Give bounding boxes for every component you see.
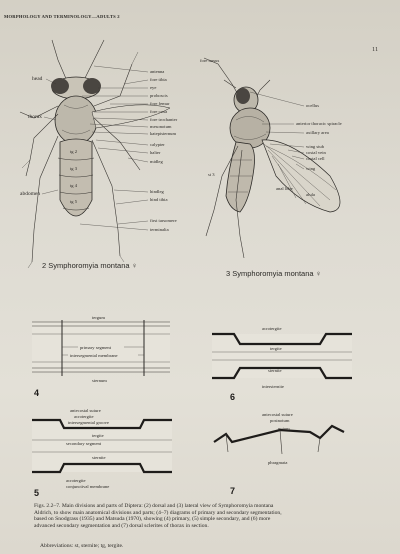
abbreviations: Abbreviations: st, sternite; tg, tergite. (40, 543, 124, 549)
svg-text:sternite: sternite (92, 455, 106, 460)
svg-text:midleg: midleg (150, 159, 163, 164)
svg-text:tergum: tergum (92, 315, 105, 320)
svg-text:sternite: sternite (268, 368, 282, 373)
svg-text:phragmata: phragmata (268, 460, 288, 465)
svg-text:katepisternum: katepisternum (150, 131, 177, 136)
svg-text:wing stub: wing stub (306, 144, 324, 149)
fig3-caption: 3 Symphoromyia montana ♀ (226, 269, 322, 278)
tg2-label: tg 2 (70, 149, 78, 154)
svg-text:hind tibia: hind tibia (150, 197, 168, 202)
fig6-advanced-secondary-segmentation (212, 326, 352, 402)
fig2-fly-dorsal (20, 40, 178, 270)
svg-text:acrotergite: acrotergite (262, 326, 282, 331)
st3-label: st 3 (208, 172, 215, 177)
svg-text:ocellus: ocellus (306, 103, 320, 108)
tg3-label: tg 3 (70, 166, 78, 171)
svg-text:eye: eye (150, 85, 157, 90)
svg-text:intersegmental membrane: intersegmental membrane (70, 353, 118, 358)
tg4-label: tg 4 (70, 183, 78, 188)
svg-text:intersternite: intersternite (262, 384, 284, 389)
fig2-caption: 2 Symphoromyia montana ♀ (42, 261, 138, 270)
svg-text:tergite: tergite (270, 346, 282, 351)
head-label: head (32, 76, 43, 82)
fig3-fly-lateral (200, 58, 342, 278)
svg-text:acrotergite: acrotergite (74, 414, 94, 419)
svg-text:axillary area: axillary area (306, 130, 329, 135)
svg-text:antecostal suture: antecostal suture (70, 408, 101, 413)
svg-text:antenna: antenna (150, 69, 165, 74)
fig4-primary-segmentation (32, 315, 170, 398)
svg-text:fore femur: fore femur (150, 101, 170, 106)
svg-text:terminalia: terminalia (150, 227, 169, 232)
fig5-simple-secondary-segmentation (32, 408, 172, 498)
svg-text:calypter: calypter (150, 142, 165, 147)
abdomen-label: abdomen (20, 191, 41, 197)
svg-text:fore trochanter: fore trochanter (150, 117, 178, 122)
svg-text:wing: wing (306, 166, 316, 171)
svg-text:fore tibia: fore tibia (150, 77, 167, 82)
svg-text:hindleg: hindleg (150, 189, 164, 194)
svg-text:primary segment: primary segment (80, 345, 111, 350)
svg-text:anterior thoracic spiracle: anterior thoracic spiracle (296, 121, 342, 126)
svg-text:notum: notum (278, 426, 290, 431)
svg-text:first tarsomere: first tarsomere (150, 218, 177, 223)
svg-text:antecostal suture: antecostal suture (262, 412, 293, 417)
fig6-number: 6 (230, 392, 236, 402)
anal-lobe-label: anal lobe (276, 186, 293, 191)
svg-text:mesonotum: mesonotum (150, 124, 172, 129)
svg-text:costal vein: costal vein (306, 150, 326, 155)
svg-text:costal cell: costal cell (306, 156, 325, 161)
svg-text:postnotum: postnotum (270, 418, 290, 423)
svg-text:intersegmental groove: intersegmental groove (68, 420, 109, 425)
figure-caption: Figs. 2.2–7. Main divisions and parts of Diptera: (2) dorsal and (3) lateral view of Symphoromyia montana Aldrich, to show main anatomical divisions and parts; (4–7) diagrams of primary and secondary segmentation, based on Snodgrass (1935) and Matsuda (1970), showing (4) primary, (5) simple secondary, and (6) more advanced secondary segmentation and (7) dorsal sclerites of thorax in section. (34, 503, 282, 529)
svg-text:sternum: sternum (92, 378, 107, 383)
running-head: MORPHOLOGY AND TERMINOLOGY—ADULTS 2 (4, 14, 120, 19)
svg-text:halter: halter (150, 150, 161, 155)
svg-text:conjunctival membrane: conjunctival membrane (66, 484, 110, 489)
svg-text:proboscis: proboscis (150, 93, 168, 98)
svg-text:acrotergite: acrotergite (66, 478, 86, 483)
fore-tarsus-label: fore tarsus (200, 58, 220, 63)
svg-text:secondary segment: secondary segment (66, 441, 102, 446)
tg5-label: tg 5 (70, 199, 78, 204)
fig7-thoracic-sclerites (214, 412, 344, 496)
fig7-number: 7 (230, 486, 236, 496)
fig4-number: 4 (34, 388, 40, 398)
page-number: 11 (372, 46, 379, 53)
fig5-number: 5 (34, 488, 40, 498)
alula-label: alula (306, 192, 315, 197)
thorax-label: thorax (28, 114, 43, 120)
svg-text:tergite: tergite (92, 433, 104, 438)
svg-text:fore coxa: fore coxa (150, 109, 168, 114)
